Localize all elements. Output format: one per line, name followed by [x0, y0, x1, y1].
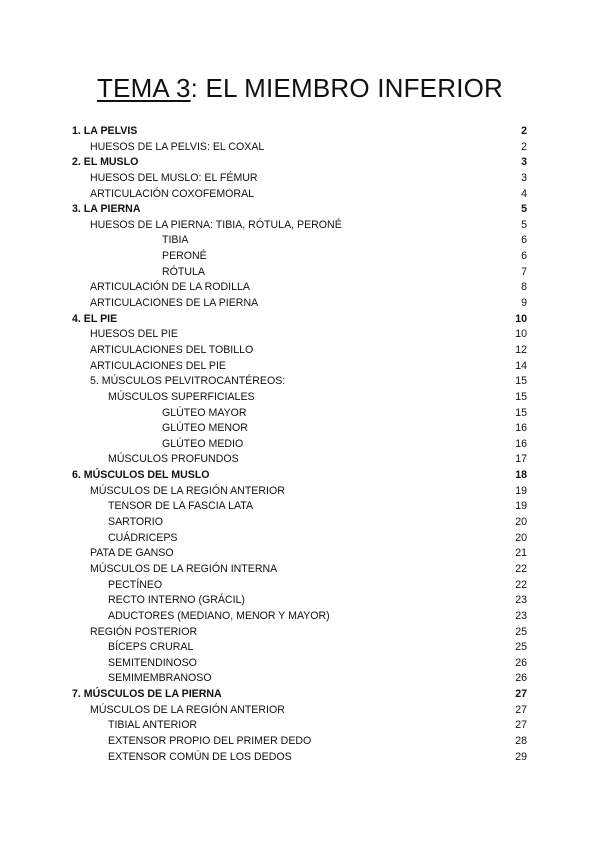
toc-entry-label: ARTICULACIÓN COXOFEMORAL: [90, 187, 255, 200]
toc-entry-label: TIBIAL ANTERIOR: [108, 719, 198, 732]
toc-page-number: 22: [515, 578, 527, 591]
toc-entry[interactable]: [72, 327, 527, 343]
toc-entry-label: MÚSCULOS DE LA REGIÓN ANTERIOR: [90, 703, 285, 716]
toc-entry-label: ARTICULACIONES DEL PIE: [90, 359, 226, 372]
toc-entry[interactable]: [72, 140, 527, 156]
toc-entry[interactable]: [72, 578, 527, 594]
toc-entry-label: MÚSCULOS DE LA REGIÓN ANTERIOR: [90, 484, 285, 497]
toc-page-number: 9: [521, 297, 527, 310]
toc-page-number: 2: [521, 125, 527, 137]
toc-entry[interactable]: [72, 265, 527, 281]
toc-entry[interactable]: [72, 233, 527, 249]
toc-section[interactable]: [72, 202, 527, 218]
toc-page-number: 21: [515, 547, 527, 560]
toc-page-number: 23: [515, 609, 527, 622]
toc-entry-label: REGIÓN POSTERIOR: [90, 625, 198, 638]
toc-entry-label: PERONÉ: [162, 250, 207, 263]
toc-entry[interactable]: [72, 515, 527, 531]
toc-entry-label: MÚSCULOS SUPERFICIALES: [108, 390, 255, 403]
toc-entry[interactable]: [72, 546, 527, 562]
toc-entry-label: GLÚTEO MEDIO: [162, 437, 244, 450]
toc-page-number: 14: [515, 359, 527, 372]
toc-page-number: 25: [515, 625, 527, 638]
toc-page-number: 16: [515, 422, 527, 435]
toc-page-number: 19: [515, 500, 527, 513]
toc-page-number: 22: [515, 562, 527, 575]
toc-page-number: 3: [521, 156, 527, 169]
toc-entry-label: HUESOS DEL MUSLO: EL FÉMUR: [90, 171, 258, 184]
toc-entry-label: TIBIA: [162, 234, 189, 247]
toc-entry-label: ARTICULACIÓN DE LA RODILLA: [90, 281, 250, 294]
toc-page-number: 15: [515, 390, 527, 403]
toc-entry[interactable]: [72, 249, 527, 265]
toc-entry-label: 1. LA PELVIS: [72, 125, 138, 137]
toc-entry[interactable]: [72, 218, 527, 234]
toc-entry[interactable]: [72, 625, 527, 641]
toc-page-number: 15: [515, 406, 527, 419]
toc-entry-label: EXTENSOR PROPIO DEL PRIMER DEDO: [108, 734, 312, 747]
toc-entry-label: PATA DE GANSO: [90, 547, 174, 560]
toc-entry[interactable]: [72, 562, 527, 578]
toc-page-number: 18: [515, 469, 527, 482]
toc-entry[interactable]: [72, 640, 527, 656]
toc-entry[interactable]: [72, 390, 527, 406]
toc-entry[interactable]: [72, 171, 527, 187]
toc-page-number: 17: [515, 453, 527, 466]
toc-entry-label: MÚSCULOS DE LA REGIÓN INTERNA: [90, 562, 278, 575]
toc-entry[interactable]: [72, 374, 527, 390]
toc-entry[interactable]: [72, 703, 527, 719]
toc-entry-label: SARTORIO: [108, 516, 163, 529]
toc-entry[interactable]: [72, 499, 527, 515]
toc-section[interactable]: [72, 312, 527, 328]
toc-page-number: 6: [521, 250, 527, 263]
toc-page-number: 4: [521, 187, 527, 200]
toc-entry[interactable]: [72, 718, 527, 734]
toc-page-number: 20: [515, 516, 527, 529]
toc-entry[interactable]: [72, 484, 527, 500]
toc-entry[interactable]: [72, 406, 527, 422]
toc-entry-label: 6. MÚSCULOS DEL MUSLO: [72, 469, 210, 482]
toc-page-number: 6: [521, 234, 527, 247]
toc-entry-label: ARTICULACIONES DE LA PIERNA: [90, 297, 259, 310]
toc-entry-label: GLÚTEO MENOR: [162, 422, 248, 435]
toc-page-number: 10: [515, 312, 527, 325]
toc-page-number: 5: [521, 218, 527, 231]
toc-entry-label: ADUCTORES (MEDIANO, MENOR Y MAYOR): [108, 609, 330, 622]
toc-page-number: 20: [515, 531, 527, 544]
toc-page-number: 10: [515, 328, 527, 341]
toc-page-number: 7: [521, 265, 527, 278]
toc-entry[interactable]: [72, 671, 527, 687]
toc-entry[interactable]: [72, 421, 527, 437]
toc-section[interactable]: [72, 687, 527, 703]
toc-section[interactable]: [72, 468, 527, 484]
toc-page-number: 12: [515, 343, 527, 356]
toc-entry-label: RÓTULA: [162, 265, 205, 278]
toc-page-number: 8: [521, 281, 527, 294]
toc-entry-label: RECTO INTERNO (GRÁCIL): [108, 594, 245, 607]
toc-entry-label: 7. MÚSCULOS DE LA PIERNA: [72, 688, 222, 701]
toc-entry-label: ARTICULACIONES DEL TOBILLO: [90, 343, 254, 356]
toc-entry-label: PECTÍNEO: [108, 578, 163, 591]
toc-entry[interactable]: [72, 452, 527, 468]
toc-entry[interactable]: [72, 531, 527, 547]
toc-page-number: 26: [515, 672, 527, 685]
toc-page-number: 28: [515, 734, 527, 747]
toc-entry[interactable]: [72, 187, 527, 203]
table-of-contents: [72, 124, 527, 765]
toc-entry-label: SEMIMEMBRANOSO: [108, 672, 212, 685]
toc-entry[interactable]: [72, 609, 527, 625]
toc-entry-label: HUESOS DE LA PIERNA: TIBIA, RÓTULA, PERONÉ: [90, 218, 342, 231]
toc-entry-label: BÍCEPS CRURAL: [108, 641, 194, 654]
toc-entry[interactable]: [72, 343, 527, 359]
toc-entry-label: CUÁDRICEPS: [108, 531, 178, 544]
toc-page-number: 3: [521, 171, 527, 184]
toc-entry-label: EXTENSOR COMÚN DE LOS DEDOS: [108, 750, 292, 763]
toc-entry[interactable]: [72, 750, 527, 766]
toc-page-number: 19: [515, 484, 527, 497]
toc-page-number: 27: [515, 719, 527, 732]
title-topic-number: TEMA 3: [96, 73, 191, 103]
toc-page-number: 5: [521, 203, 527, 216]
toc-entry-label: TENSOR DE LA FASCIA LATA: [108, 500, 254, 513]
title-subject: : EL MIEMBRO INFERIOR: [190, 73, 504, 103]
toc-entry-label: HUESOS DE LA PELVIS: EL COXAL: [90, 140, 265, 153]
toc-page-number: 16: [515, 437, 527, 450]
toc-page-number: 15: [515, 375, 527, 388]
toc-page-number: 29: [515, 750, 527, 763]
toc-page-number: 27: [515, 703, 527, 716]
toc-entry[interactable]: [72, 734, 527, 750]
toc-entry-label: 3. LA PIERNA: [72, 203, 141, 216]
toc-entry-label: 2. EL MUSLO: [72, 156, 139, 169]
toc-entry-label: SEMITENDINOSO: [108, 656, 197, 669]
toc-page-number: 26: [515, 656, 527, 669]
toc-page-number: 25: [515, 641, 527, 654]
toc-page-number: 23: [515, 594, 527, 607]
toc-section[interactable]: [72, 155, 527, 171]
toc-section[interactable]: [72, 124, 527, 140]
toc-entry-label: MÚSCULOS PROFUNDOS: [108, 453, 239, 466]
toc-entry[interactable]: [72, 296, 527, 312]
toc-page-number: 27: [515, 688, 527, 701]
toc-entry[interactable]: [72, 280, 527, 296]
toc-entry[interactable]: [72, 656, 527, 672]
toc-entry[interactable]: [72, 359, 527, 375]
toc-entry-label: HUESOS DEL PIE: [90, 328, 178, 341]
page-title: [0, 72, 600, 104]
toc-entry-label: GLÚTEO MAYOR: [162, 406, 247, 419]
toc-entry-label: 5. MÚSCULOS PELVITROCANTÉREOS:: [90, 375, 286, 388]
toc-entry[interactable]: [72, 437, 527, 453]
toc-entry[interactable]: [72, 593, 527, 609]
toc-page-number: 2: [521, 140, 527, 153]
toc-entry-label: 4. EL PIE: [72, 312, 118, 325]
